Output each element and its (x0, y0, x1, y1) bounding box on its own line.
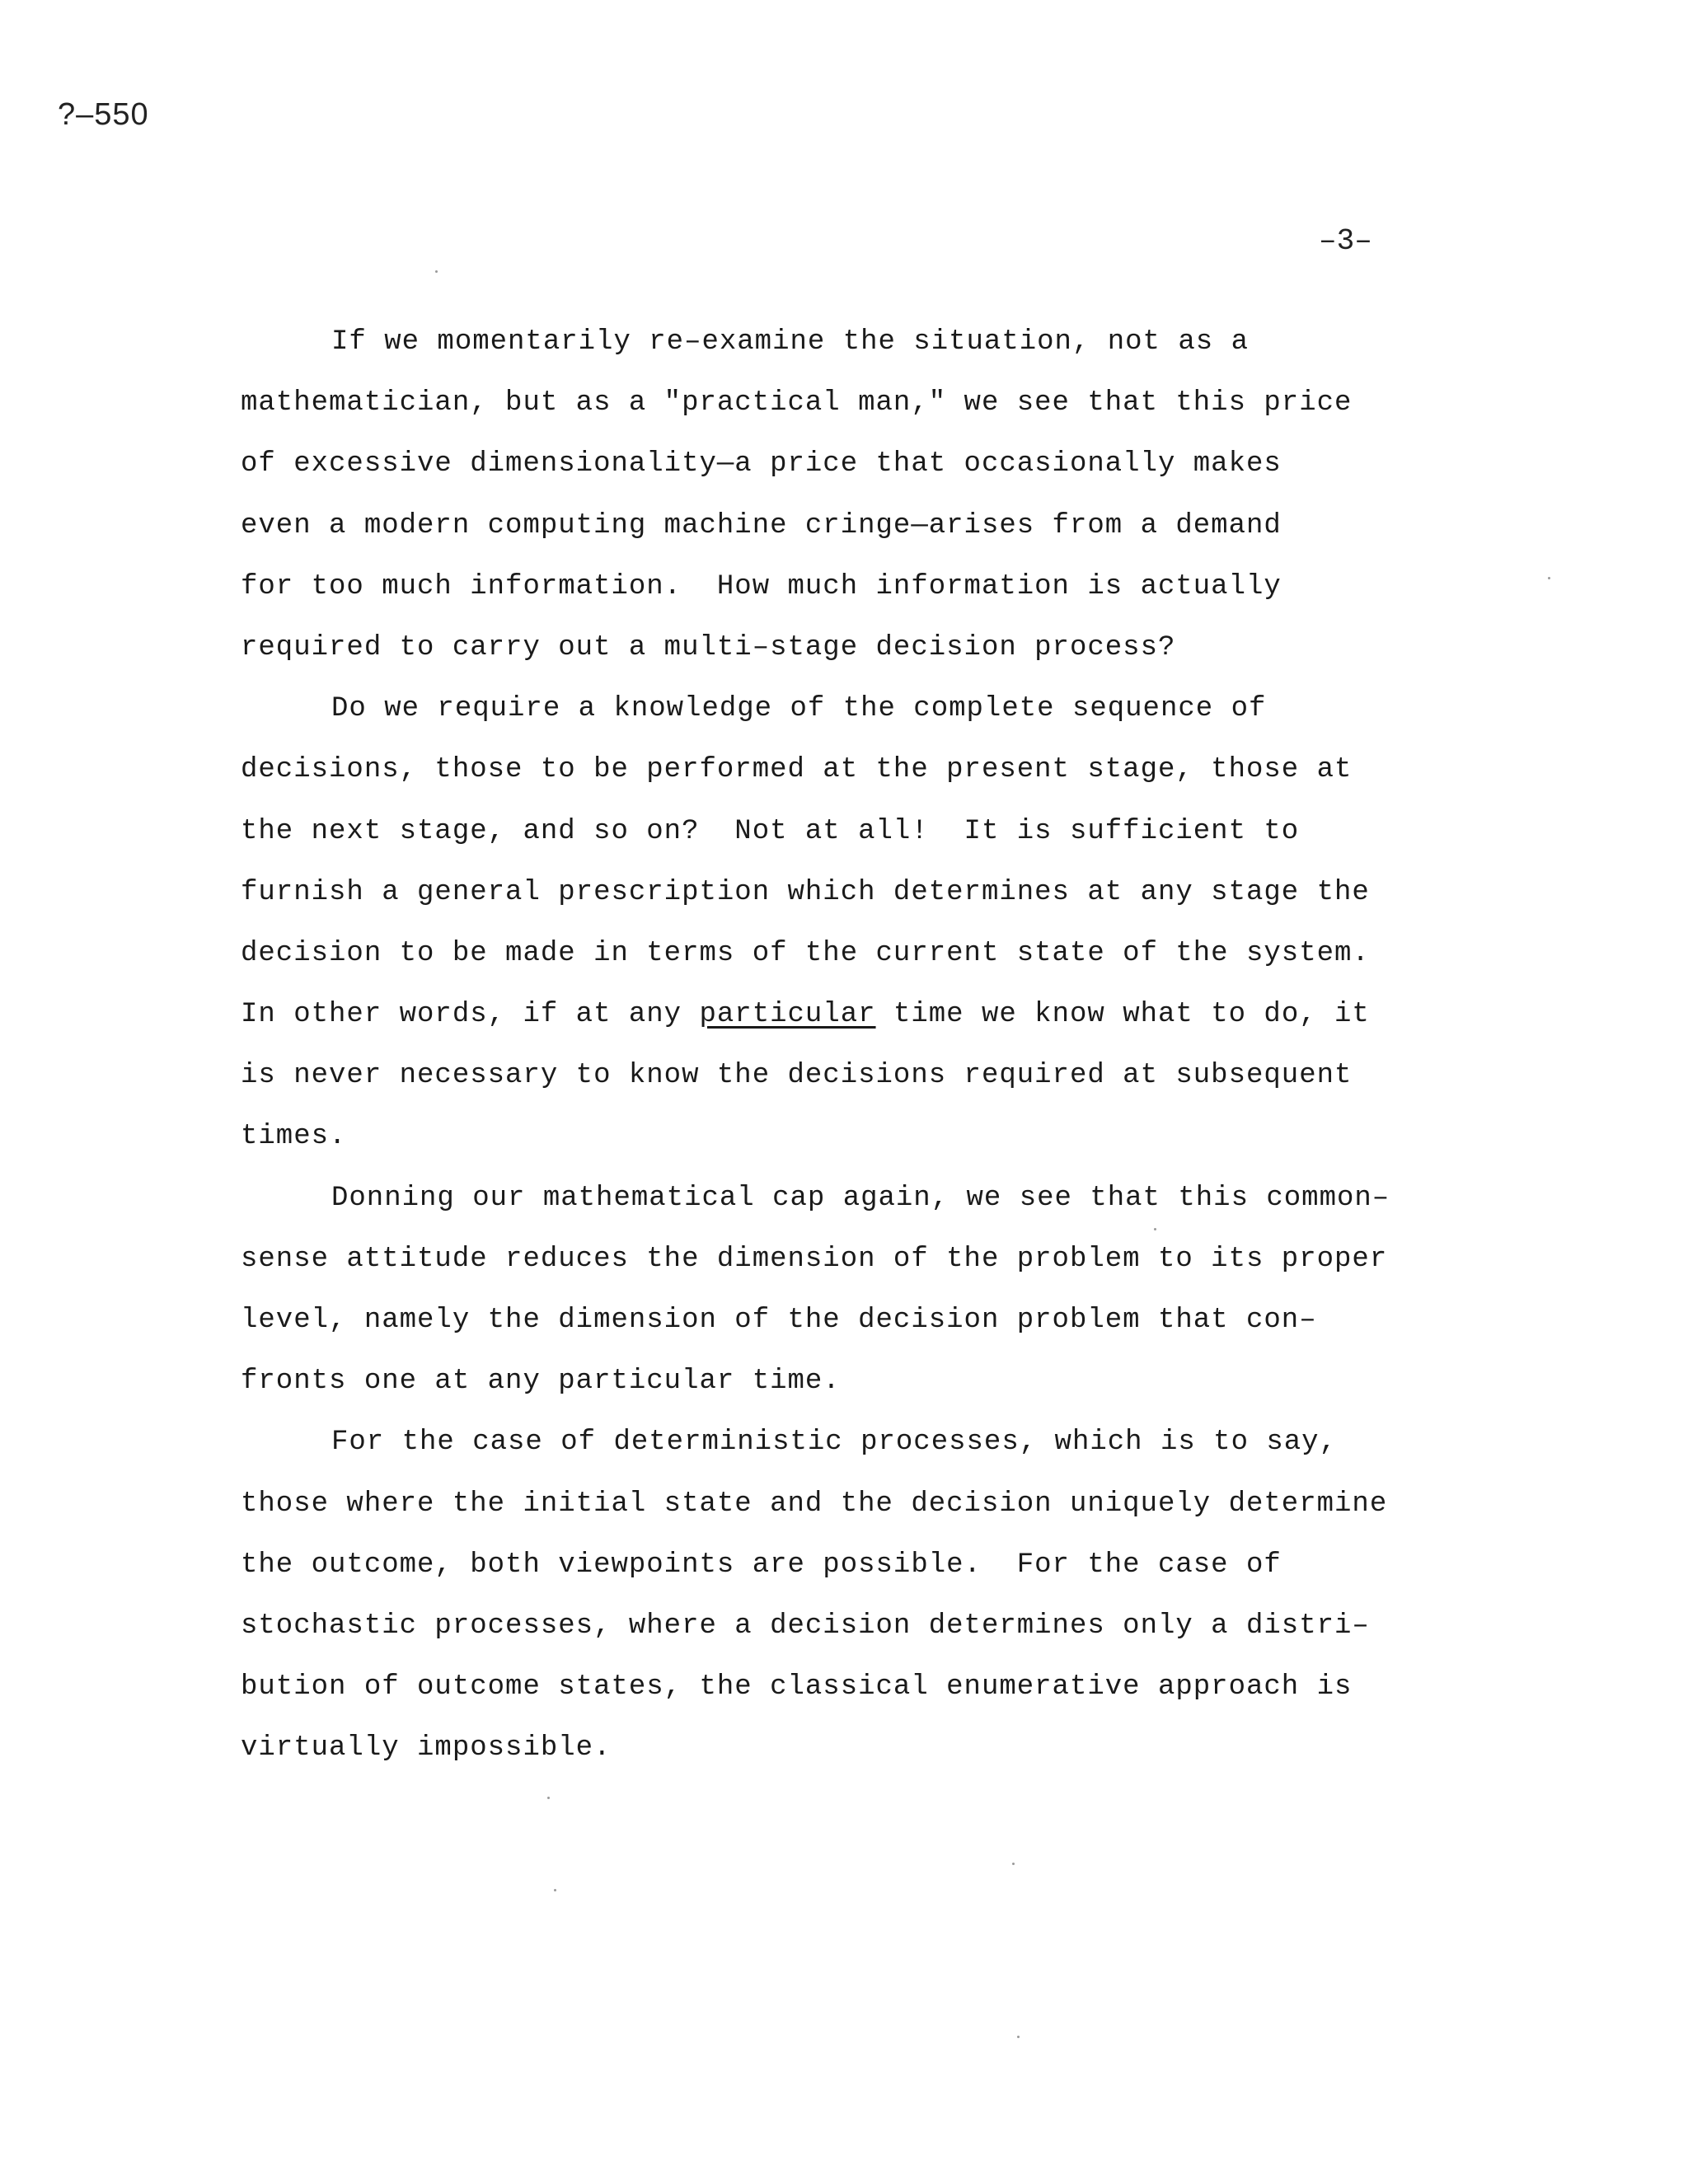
text-line: For the case of deterministic processes, which is to say, (331, 1427, 1337, 1459)
text-line: Donning our mathematical cap again, we see that this common– (331, 1182, 1390, 1214)
text-line: for too much information. How much information is actually (241, 570, 1282, 602)
text-line: the next stage, and so on? Not at all! It is sufficient to (241, 815, 1300, 847)
text-segment: In other words, if at any (241, 999, 700, 1031)
text-line-with-underline (241, 984, 1469, 1045)
text-line: sense attitude reduces the dimension of the problem to its proper (241, 1243, 1388, 1275)
text-line: stochastic processes, where a decision determines only a distri– (241, 1610, 1370, 1642)
text-line: decision to be made in terms of the current state of the system. (241, 937, 1370, 969)
text-line: virtually impossible. (241, 1732, 612, 1765)
text-line: even a modern computing machine cringe—arises from a demand (241, 509, 1282, 541)
scan-speck (435, 270, 438, 273)
scan-speck (1548, 577, 1550, 579)
text-line: mathematician, but as a "practical man," we see that this price (241, 387, 1353, 419)
text-line: If we momentarily re–examine the situation, not as a (331, 326, 1249, 358)
text-line: Do we require a knowledge of the complete sequence of (331, 693, 1267, 725)
text-line: bution of outcome states, the classical enumerative approach is (241, 1671, 1353, 1704)
document-number: ?–550 (58, 97, 149, 132)
text-segment: time we know what to do, it (875, 999, 1370, 1031)
text-line: fronts one at any particular time. (241, 1366, 841, 1398)
underlined-word: particular (699, 999, 876, 1031)
paragraph-4 (241, 1412, 1469, 1779)
scan-speck (1012, 1863, 1015, 1865)
text-line: those where the initial state and the decision uniquely determine (241, 1488, 1388, 1520)
text-line: furnish a general prescription which determines at any stage the (241, 876, 1370, 908)
text-line: is never necessary to know the decisions required at subsequent (241, 1060, 1353, 1092)
paragraph-3 (241, 1168, 1469, 1413)
scan-speck (547, 1797, 550, 1799)
text-line: decisions, those to be performed at the present stage, those at (241, 754, 1353, 786)
text-line: of excessive dimensionality—a price that occasionally makes (241, 448, 1282, 480)
text-line: the outcome, both viewpoints are possible. For the case of (241, 1549, 1282, 1581)
body-text (241, 312, 1469, 1779)
page-number: –3– (1319, 224, 1372, 258)
paragraph-1 (241, 312, 1469, 678)
text-line: required to carry out a multi–stage decision process? (241, 631, 1176, 663)
text-line: level, namely the dimension of the decision problem that con– (241, 1305, 1317, 1336)
paragraph-2 (241, 678, 1469, 1168)
text-line: times. (241, 1121, 347, 1153)
scan-speck (554, 1889, 556, 1891)
scan-speck (1154, 1228, 1156, 1230)
scan-speck (1017, 2036, 1020, 2038)
